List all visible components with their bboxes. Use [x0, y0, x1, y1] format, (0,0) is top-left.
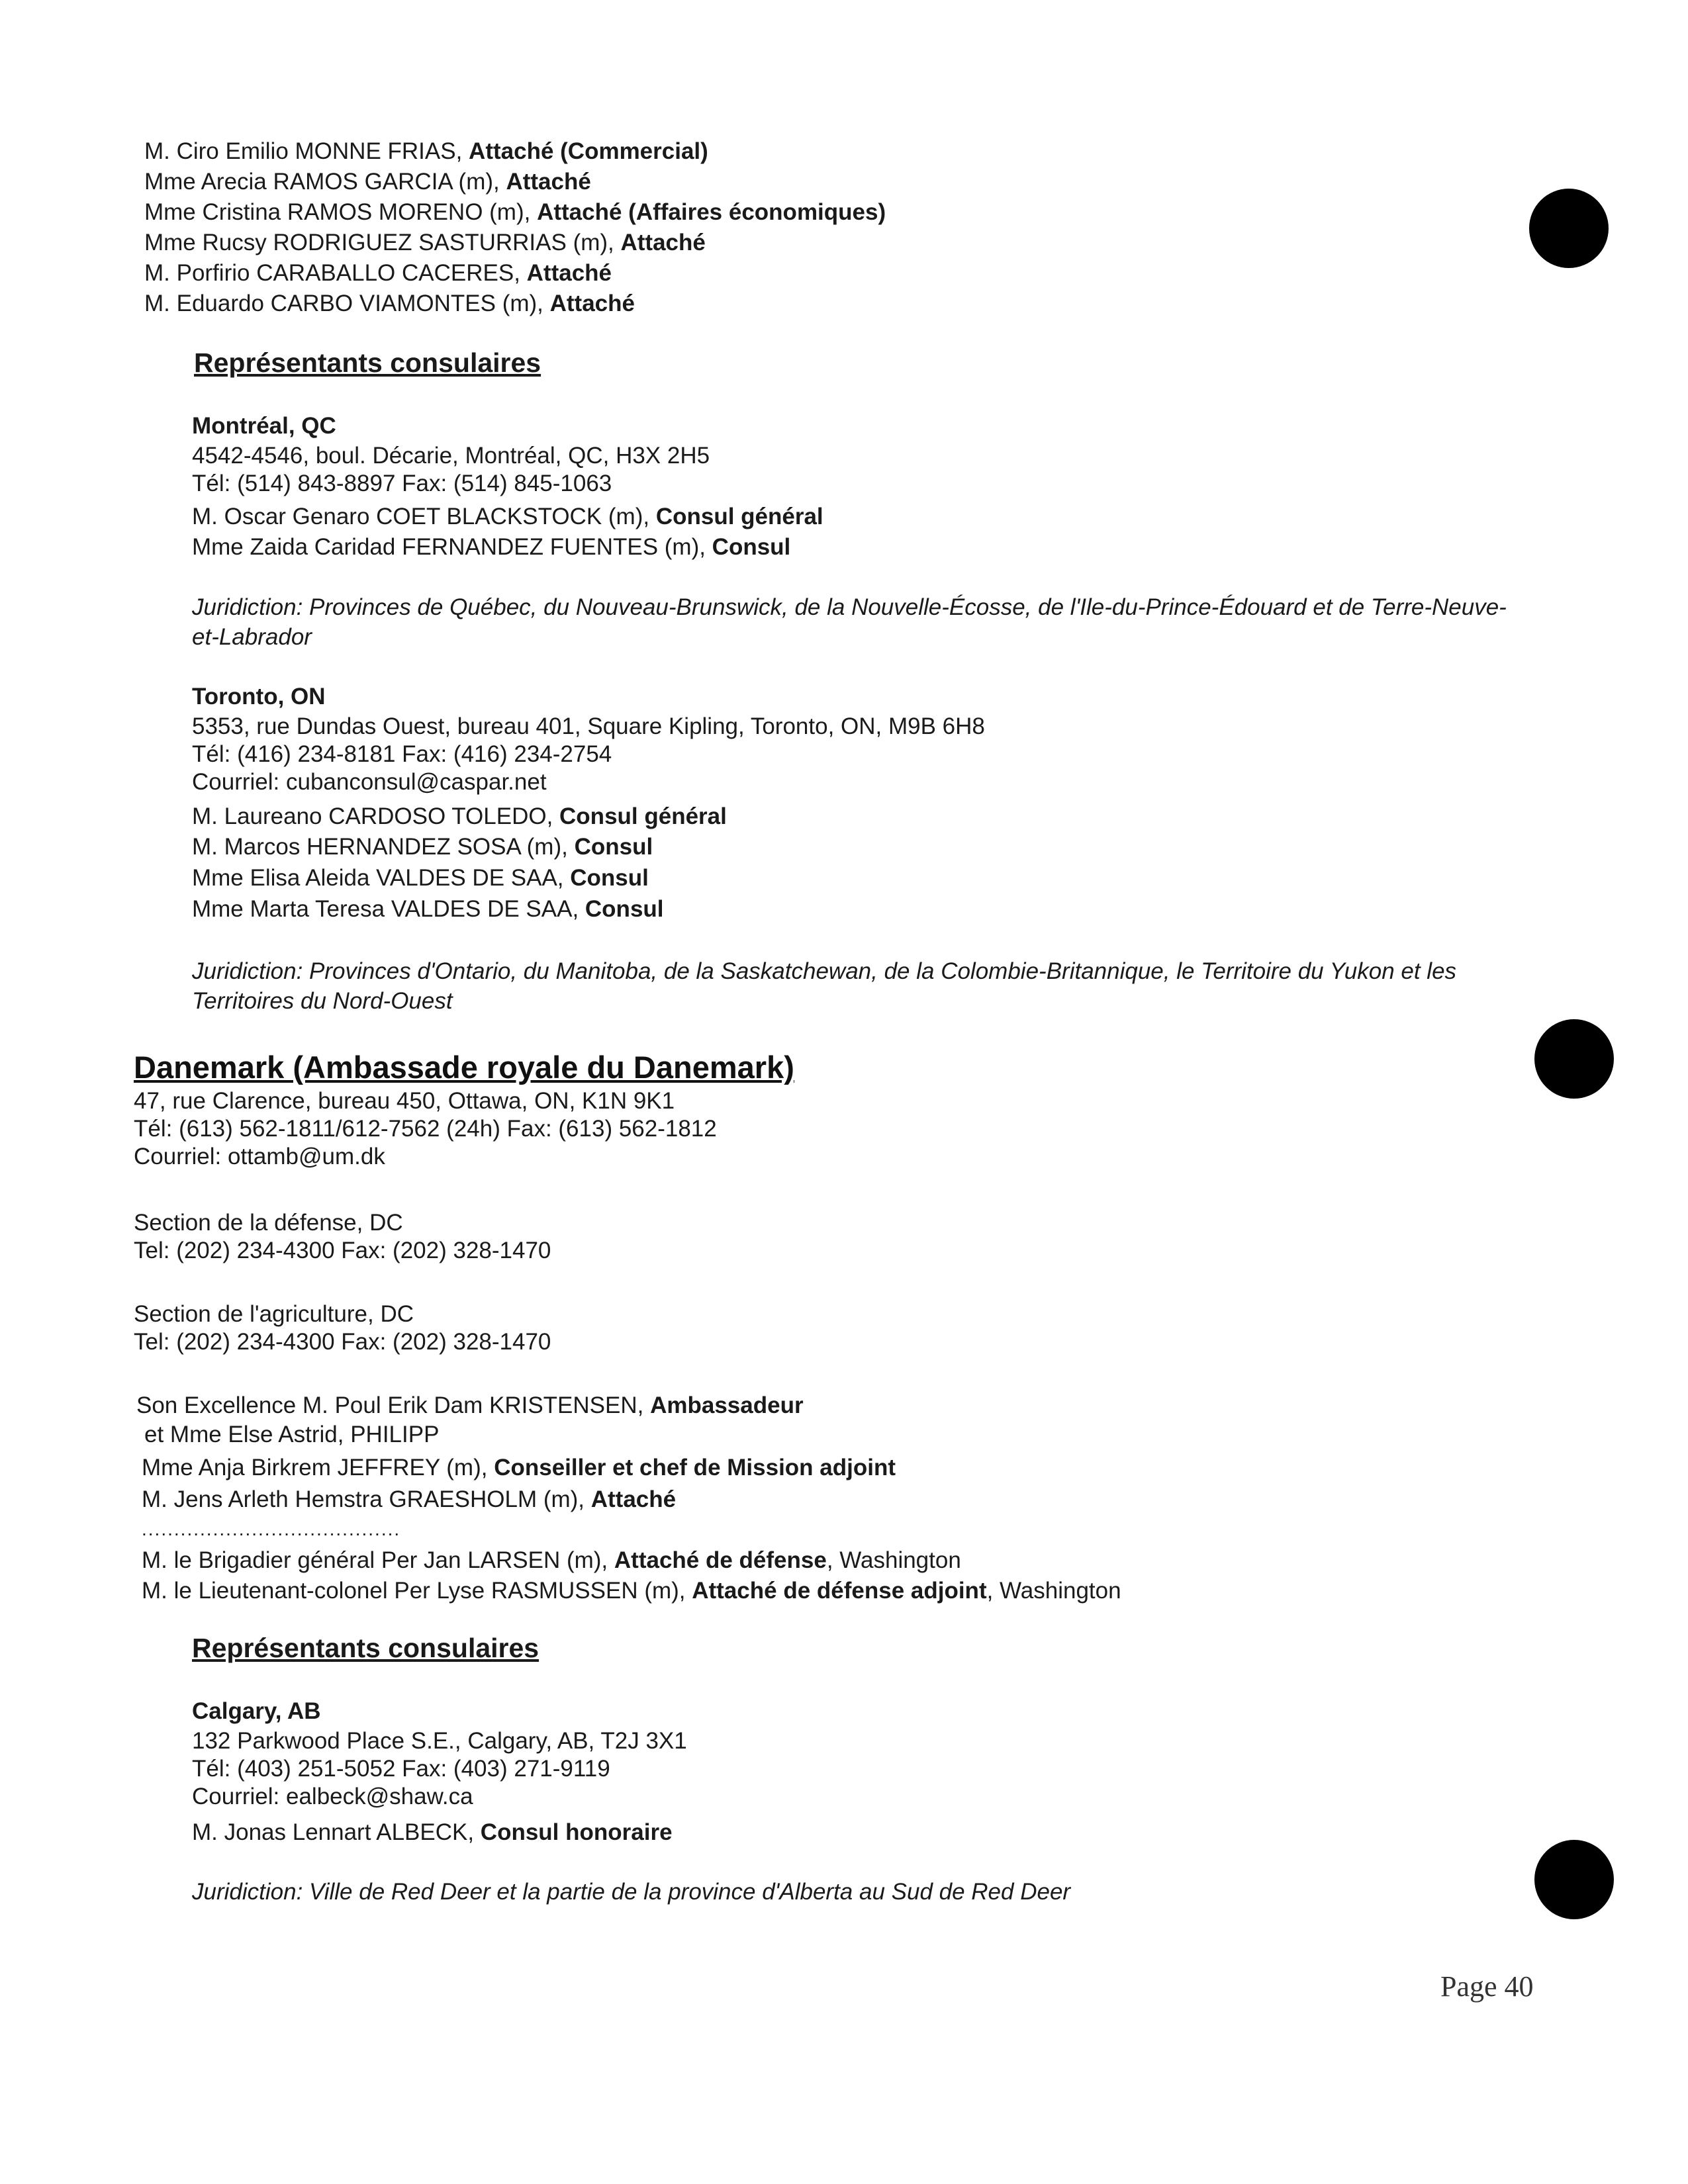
binder-hole-middle	[1534, 1019, 1614, 1099]
official-line: M. le Brigadier général Per Jan LARSEN (m), Attaché de défense, Washington	[142, 1547, 961, 1573]
city-heading-montreal: Montréal, QC	[192, 413, 336, 439]
agriculture-section-name: Section de l'agriculture, DC	[134, 1301, 414, 1327]
jurisdiction-note: Juridiction: Provinces de Québec, du Nouveau-Brunswick, de la Nouvelle-Écosse, de l'Ile-du-Prince-Édouard et de Terre-Neuve- et-Labrador	[192, 594, 1507, 650]
official-line: M. Porfirio CARABALLO CACERES, Attaché	[144, 260, 612, 286]
official-line: M. Laureano CARDOSO TOLEDO, Consul général	[192, 803, 727, 829]
official-line: M. Jens Arleth Hemstra GRAESHOLM (m), Attaché	[142, 1486, 677, 1512]
jurisdiction-note: Juridiction: Ville de Red Deer et la partie de la province d'Alberta au Sud de Red Deer	[192, 1879, 1071, 1905]
official-line: Mme Elisa Aleida VALDES DE SAA, Consul	[192, 865, 649, 891]
phone-fax: Tél: (613) 562-1811/612-7562 (24h) Fax: (613) 562-1812	[134, 1116, 717, 1142]
phone-fax: Tél: (416) 234-8181 Fax: (416) 234-2754	[192, 741, 612, 767]
official-line: Mme Anja Birkrem JEFFREY (m), Conseiller et chef de Mission adjoint	[142, 1455, 896, 1480]
official-line: Mme Zaida Caridad FERNANDEZ FUENTES (m), Consul	[192, 534, 791, 560]
consular-section-heading: Représentants consulaires	[192, 1633, 539, 1663]
defense-section-name: Section de la défense, DC	[134, 1210, 403, 1236]
jurisdiction-note: Juridiction: Provinces d'Ontario, du Manitoba, de la Saskatchewan, de la Colombie-Britannique, le Territoire du Yukon et les Territoires du Nord-Ouest	[192, 958, 1457, 1014]
spouse-line: et Mme Else Astrid, PHILIPP	[144, 1422, 440, 1447]
official-line: M. Jonas Lennart ALBECK, Consul honoraire	[192, 1819, 673, 1845]
official-line: M. Ciro Emilio MONNE FRIAS, Attaché (Commercial)	[144, 138, 708, 164]
city-heading-toronto: Toronto, ON	[192, 684, 326, 709]
consular-section-heading: Représentants consulaires	[194, 347, 541, 378]
ambassador-line: Son Excellence M. Poul Erik Dam KRISTENSEN, Ambassadeur	[136, 1392, 804, 1418]
official-line: Mme Cristina RAMOS MORENO (m), Attaché (Affaires économiques)	[144, 199, 886, 225]
address: 5353, rue Dundas Ouest, bureau 401, Square Kipling, Toronto, ON, M9B 6H8	[192, 713, 985, 739]
address: 132 Parkwood Place S.E., Calgary, AB, T2J 3X1	[192, 1728, 687, 1754]
city-heading-calgary: Calgary, AB	[192, 1698, 321, 1724]
agriculture-section-phone: Tel: (202) 234-4300 Fax: (202) 328-1470	[134, 1329, 551, 1355]
email[interactable]: Courriel: cubanconsul@caspar.net	[192, 769, 547, 795]
binder-hole-bottom	[1534, 1840, 1614, 1919]
phone-fax: Tél: (514) 843-8897 Fax: (514) 845-1063	[192, 471, 612, 496]
email[interactable]: Courriel: ottamb@um.dk	[134, 1144, 385, 1169]
page-number: Page 40	[1440, 1970, 1534, 2003]
phone-fax: Tél: (403) 251-5052 Fax: (403) 271-9119	[192, 1756, 610, 1782]
official-line: M. Oscar Genaro COET BLACKSTOCK (m), Consul général	[192, 504, 823, 529]
address: 47, rue Clarence, bureau 450, Ottawa, ON, K1N 9K1	[134, 1088, 675, 1114]
official-line: M. le Lieutenant-colonel Per Lyse RASMUSSEN (m), Attaché de défense adjoint, Washington	[142, 1578, 1121, 1604]
defense-section-phone: Tel: (202) 234-4300 Fax: (202) 328-1470	[134, 1238, 551, 1263]
official-line: Mme Marta Teresa VALDES DE SAA, Consul	[192, 896, 664, 922]
official-line: M. Eduardo CARBO VIAMONTES (m), Attaché	[144, 291, 635, 316]
official-line: Mme Rucsy RODRIGUEZ SASTURRIAS (m), Attaché	[144, 230, 706, 255]
official-line: M. Marcos HERNANDEZ SOSA (m), Consul	[192, 834, 653, 860]
address: 4542-4546, boul. Décarie, Montréal, QC, H3X 2H5	[192, 443, 710, 469]
separator-dots: ........................................	[142, 1519, 401, 1539]
country-heading-denmark: Danemark (Ambassade royale du Danemark)	[134, 1050, 794, 1085]
email[interactable]: Courriel: ealbeck@shaw.ca	[192, 1784, 473, 1809]
binder-hole-top	[1529, 189, 1609, 268]
official-line: Mme Arecia RAMOS GARCIA (m), Attaché	[144, 169, 591, 195]
